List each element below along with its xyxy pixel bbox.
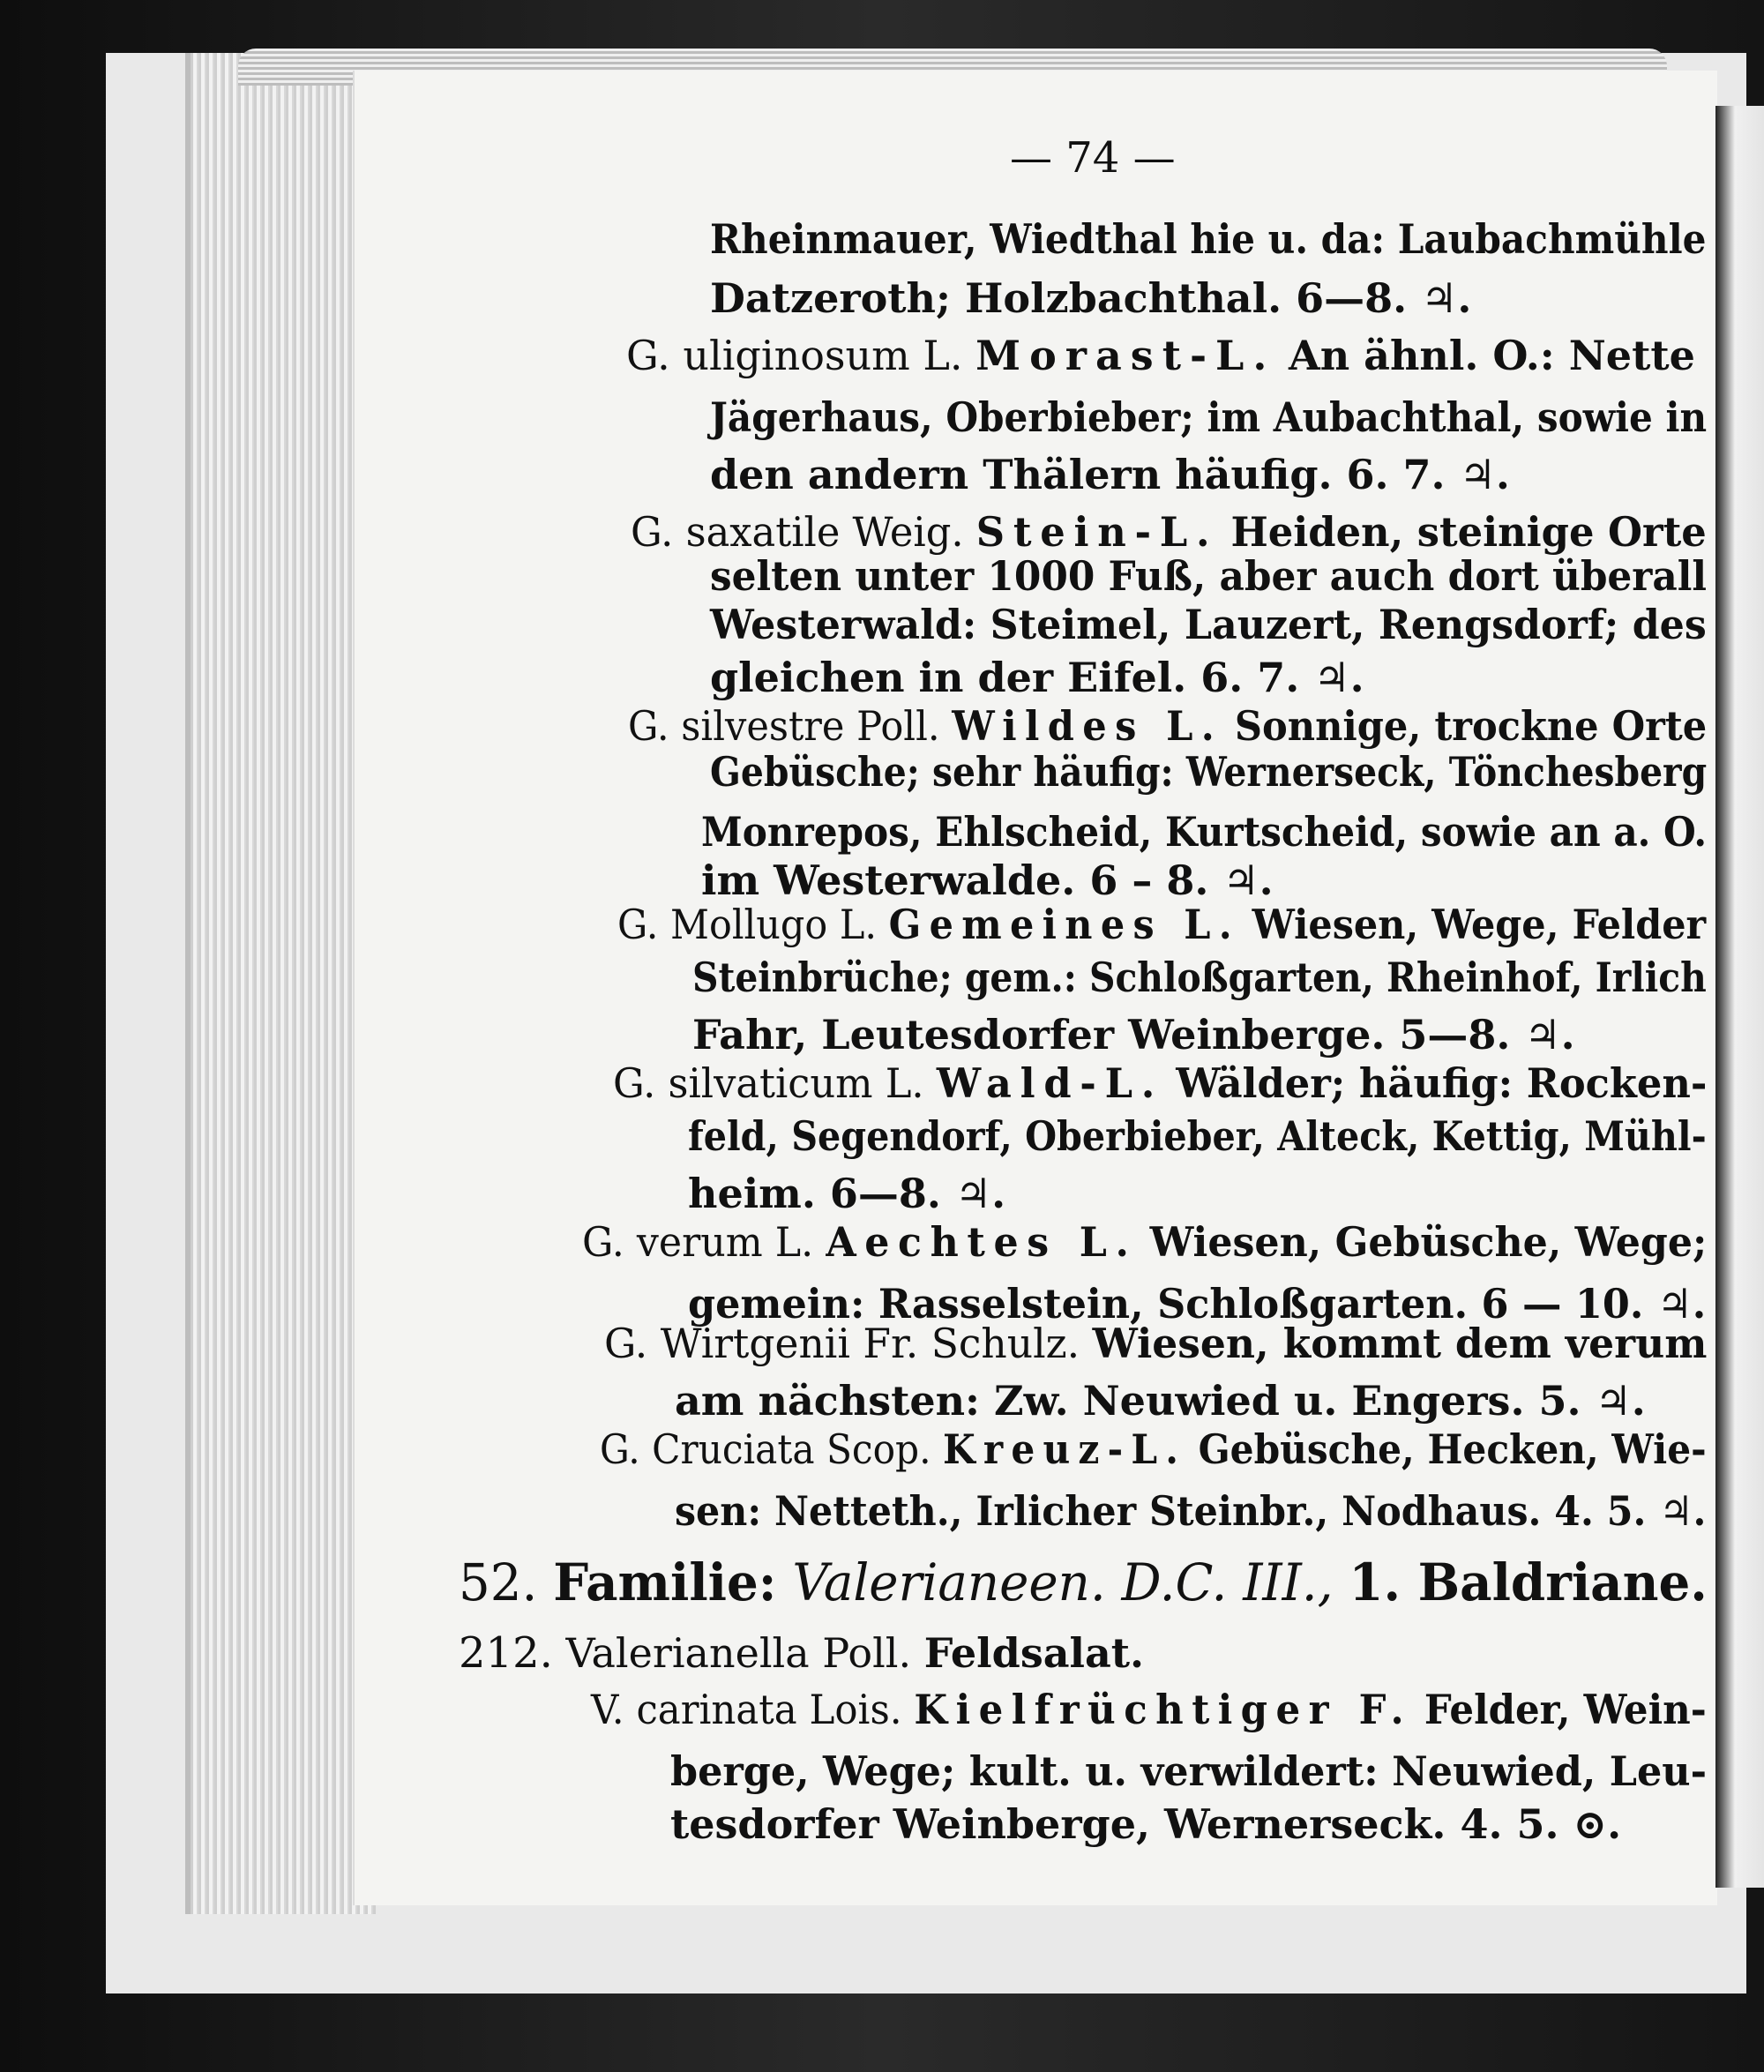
text-line: Gebüsche; sehr häufig: Wernerseck, Tönchesberg — [710, 748, 1708, 796]
species-name: silvaticum L. — [668, 1059, 924, 1107]
habitat-text: Wiesen, Wege, Felder — [1252, 901, 1707, 948]
common-name: Aechtes L. — [826, 1218, 1138, 1266]
habitat-text: Felder, Wein- — [1424, 1686, 1707, 1733]
text-line: gemein: Rasselstein, Schloßgarten. 6 — 10. ♃. — [688, 1280, 1707, 1328]
habitat-text: Heiden, steinige Orte — [1230, 508, 1707, 556]
entry-line — [600, 1425, 1707, 1473]
text-line: Jägerhaus, Oberbieber; im Aubachthal, sowie in — [710, 393, 1708, 441]
text-line: Steinbrüche; gem.: Schloßgarten, Rheinhof, Irlich — [692, 954, 1707, 1001]
entry-line — [613, 1059, 1708, 1107]
species-name: Wirtgenii Fr. Schulz. — [660, 1320, 1080, 1367]
genus-line — [459, 1628, 1145, 1678]
opposite-page-edge — [1715, 106, 1764, 1888]
species-name: carinata Lois. — [636, 1686, 902, 1733]
text-line: Westerwald: Steimel, Lauzert, Rengsdorf; des — [710, 601, 1707, 648]
species-name: saxatile Weig. — [685, 508, 964, 556]
entry-line — [628, 702, 1708, 750]
habitat-text: Wälder; häufig: Rocken- — [1176, 1059, 1708, 1107]
genus-latin: Valerianella Poll. — [565, 1629, 912, 1677]
text-line: Monrepos, Ehlscheid, Kurtscheid, sowie an a. O. — [701, 808, 1708, 856]
species-name: silvestre Poll. — [681, 702, 940, 750]
common-name: Morast-L. — [975, 332, 1276, 379]
genus-abbrev: G. — [617, 901, 659, 948]
text-line: selten unter 1000 Fuß, aber auch dort überall — [710, 552, 1708, 600]
text-line: sen: Netteth., Irlicher Steinbr., Nodhaus. 4. 5. ♃. — [675, 1487, 1707, 1535]
family-name: Valerianeen. D.C. III., — [792, 1552, 1334, 1612]
common-name: Wildes L. — [952, 702, 1223, 750]
text-line: Rheinmauer, Wiedthal hie u. da: Laubachmühle — [710, 215, 1707, 263]
family-label: Familie: — [553, 1552, 777, 1612]
entry-line — [604, 1320, 1708, 1367]
genus-abbrev: V. — [591, 1686, 624, 1733]
page-edges-left — [185, 53, 376, 1914]
family-heading — [459, 1552, 1708, 1612]
habitat-text: Wiesen, Gebüsche, Wege; — [1149, 1218, 1708, 1266]
habitat-text: Wiesen, kommt dem verum — [1092, 1320, 1708, 1367]
text-line: gleichen in der Eifel. 6. 7. ♃. — [710, 654, 1364, 701]
entry-line — [631, 508, 1707, 556]
genus-abbrev: G. — [604, 1320, 648, 1367]
genus-abbrev: G. — [626, 332, 670, 379]
genus-abbrev: G. — [582, 1218, 624, 1266]
text-line: im Westerwalde. 6 – 8. ♃. — [701, 856, 1274, 904]
entry-line — [582, 1218, 1708, 1266]
species-name: Mollugo L. — [670, 901, 878, 948]
common-name: Kielfrüchtiger F. — [914, 1686, 1413, 1733]
entry-line — [591, 1686, 1707, 1733]
common-name: Wald-L. — [936, 1059, 1164, 1107]
habitat-text: Gebüsche, Hecken, Wie- — [1198, 1425, 1707, 1473]
text-line: Fahr, Leutesdorfer Weinberge. 5—8. ♃. — [692, 1011, 1575, 1058]
genus-german: Feldsalat. — [923, 1629, 1145, 1677]
common-name: Stein-L. — [975, 508, 1219, 556]
text-line: feld, Segendorf, Oberbieber, Alteck, Kettig, Mühl- — [688, 1112, 1707, 1160]
family-suffix: 1. Baldriane. — [1349, 1552, 1708, 1612]
common-name: Gemeines L. — [888, 901, 1241, 948]
species-name: Cruciata Scop. — [652, 1425, 931, 1473]
common-name: Kreuz-L. — [942, 1425, 1187, 1473]
genus-number: 212. — [459, 1628, 553, 1678]
species-name: uliginosum L. — [683, 332, 963, 379]
text-line: Datzeroth; Holzbachthal. 6—8. ♃. — [710, 274, 1472, 322]
text-line: den andern Thälern häufig. 6. 7. ♃. — [710, 451, 1510, 498]
entry-line — [617, 901, 1707, 948]
habitat-text: An ähnl. O.: Nette — [1289, 332, 1695, 379]
text-line: tesdorfer Weinberge, Wernerseck. 4. 5. ⊙. — [670, 1800, 1622, 1848]
species-name: verum L. — [636, 1218, 814, 1266]
page-number: — 74 — — [1010, 133, 1176, 183]
entry-line — [626, 332, 1695, 379]
text-line: heim. 6—8. ♃. — [688, 1170, 1006, 1217]
habitat-text: Sonnige, trockne Orte — [1234, 702, 1708, 750]
genus-abbrev: G. — [613, 1059, 656, 1107]
genus-abbrev: G. — [600, 1425, 640, 1473]
genus-abbrev: G. — [631, 508, 674, 556]
text-line: am nächsten: Zw. Neuwied u. Engers. 5. ♃. — [675, 1377, 1646, 1425]
family-number: 52. — [459, 1552, 538, 1612]
genus-abbrev: G. — [628, 702, 669, 750]
text-line: berge, Wege; kult. u. verwildert: Neuwied, Leu- — [670, 1747, 1708, 1795]
